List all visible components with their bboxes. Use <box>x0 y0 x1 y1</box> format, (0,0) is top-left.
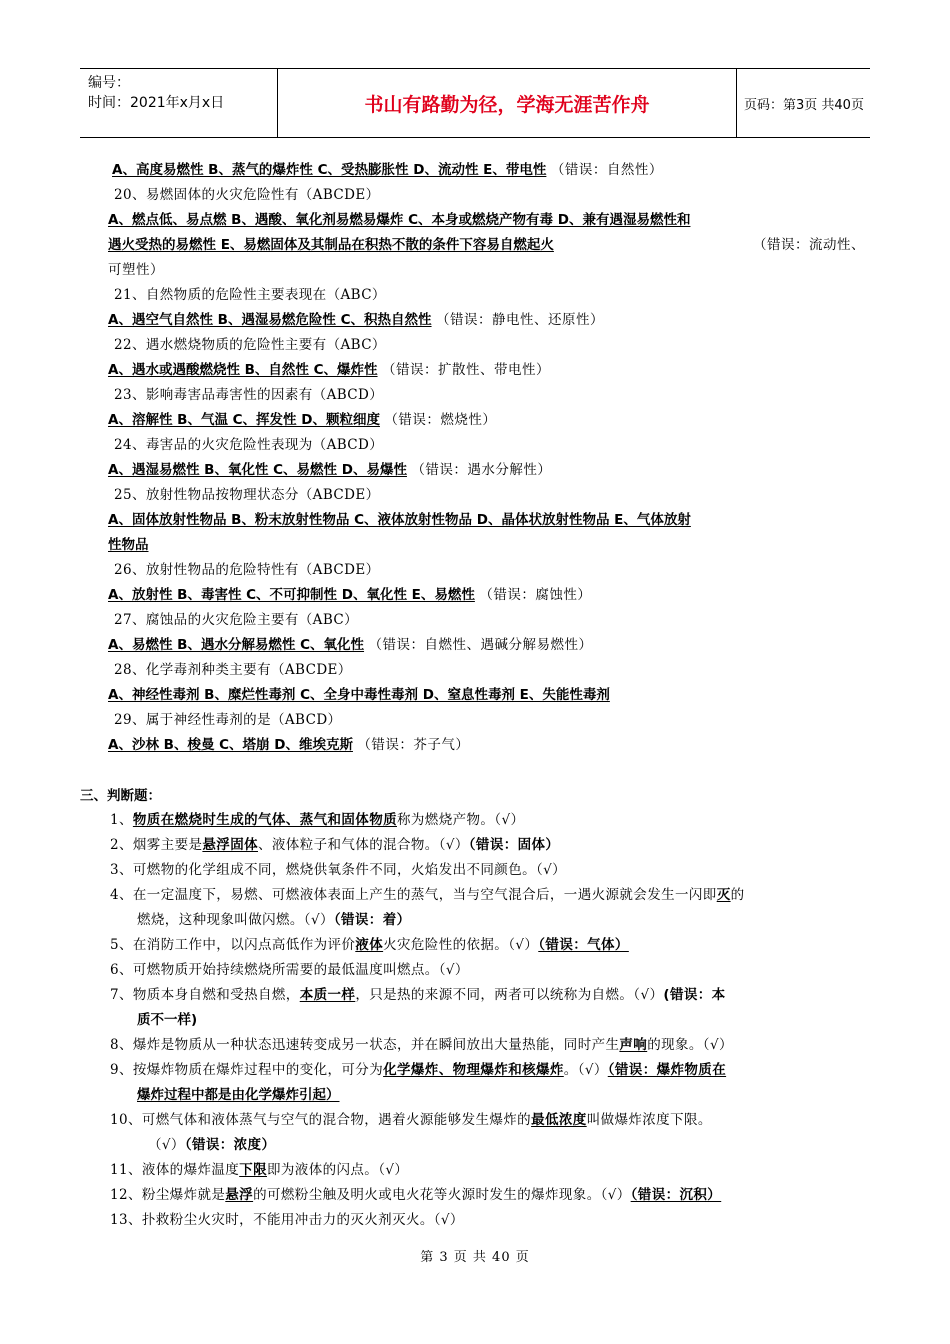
question-20: 20、易燃固体的火灾危险性有（ABCDE） <box>114 187 380 203</box>
judgement-3: 3、可燃物的化学组成不同，燃烧供氧条件不同，火焰发出不同颜色。（√） <box>110 862 567 878</box>
question-27: 27、腐蚀品的火灾危险主要有（ABC） <box>114 612 359 628</box>
answer-line: A、高度易燃性 B、蒸气的爆炸性 C、受热膨胀性 D、流动性 E、带电性 （错误：自然性） <box>112 162 663 178</box>
judgement-1: 1、物质在燃烧时生成的气体、蒸气和固体物质称为燃烧产物。（√） <box>110 812 525 828</box>
judgement-2: 2、烟雾主要是悬浮固体、液体粒子和气体的混合物。（√）（错误：固体） <box>110 837 560 853</box>
answer-line: A、遇水或遇酸燃烧性 B、自然性 C、爆炸性 （错误：扩散性、带电性） <box>108 362 550 378</box>
judgement-4: 4、在一定温度下，易燃、可燃液体表面上产生的蒸气，当与空气混合后，一遇火源就会发生一闪即灭的 <box>110 887 745 903</box>
question-22: 22、遇水燃烧物质的危险性主要有（ABC） <box>114 337 386 353</box>
judgement-10: 10、可燃气体和液体蒸气与空气的混合物，遇着火源能够发生爆炸的最低浓度叫做爆炸浓度下限。 <box>110 1112 712 1128</box>
judgement-9-cont: 爆炸过程中都是由化学爆炸引起） <box>137 1087 340 1103</box>
answer-line: A、溶解性 B、气温 C、挥发性 D、颗粒细度 （错误：燃烧性） <box>108 412 497 428</box>
question-23: 23、影响毒害品毒害性的因素有（ABCD） <box>114 387 384 403</box>
page-footer: 第 3 页 共 40 页 <box>420 1250 530 1265</box>
serial-label: 编号： <box>88 75 130 91</box>
judgement-6: 6、可燃物质开始持续燃烧所需要的最低温度叫燃点。（√） <box>110 962 469 978</box>
answer-line: A、固体放射性物品 B、粉末放射性物品 C、液体放射性物品 D、晶体状放射性物品 E、气体放射 <box>108 512 691 528</box>
judgement-13: 13、扑救粉尘火灾时，不能用冲击力的灭火剂灭火。（√） <box>110 1212 464 1228</box>
question-25: 25、放射性物品按物理状态分（ABCDE） <box>114 487 380 503</box>
judgement-7: 7、物质本身自燃和受热自燃，本质一样，只是热的来源不同，两者可以统称为自燃。（√）(错误：本 <box>110 987 726 1003</box>
error-line: 可塑性） <box>108 262 164 278</box>
answer-line: A、遇湿易燃性 B、氧化性 C、易燃性 D、易爆性 （错误：遇水分解性） <box>108 462 552 478</box>
judgement-9: 9、按爆炸物质在爆炸过程中的变化，可分为化学爆炸、物理爆炸和核爆炸。（√）（错误：爆炸物质在 <box>110 1062 727 1078</box>
header-page-info: 页码：第3页 共40页 <box>744 97 864 113</box>
answer-line: 性物品 <box>108 537 149 553</box>
judgement-5: 5、在消防工作中，以闪点高低作为评价液体火灾危险性的依据。（√）（错误：气体） <box>110 937 629 953</box>
answer-line: A、沙林 B、梭曼 C、塔崩 D、维埃克斯 （错误：芥子气） <box>108 737 470 753</box>
question-26: 26、放射性物品的危险特性有（ABCDE） <box>114 562 380 578</box>
answer-line: A、放射性 B、毒害性 C、不可抑制性 D、氧化性 E、易燃性 （错误：腐蚀性） <box>108 587 592 603</box>
section-title: 三、判断题： <box>80 788 161 804</box>
header-table <box>80 68 870 138</box>
judgement-8: 8、爆炸是物质从一种状态迅速转变成另一状态，并在瞬间放出大量热能，同时产生声响的现象。（√） <box>110 1037 733 1053</box>
judgement-4-cont: 燃烧，这种现象叫做闪燃。（√）（错误：着） <box>137 912 411 928</box>
question-21: 21、自然物质的危险性主要表现在（ABC） <box>114 287 386 303</box>
answer-line: A、燃点低、易点燃 B、遇酸、氧化剂易燃易爆炸 C、本身或燃烧产物有毒 D、兼有遇湿易燃性和 <box>108 212 691 228</box>
header-motto: 书山有路勤为径，学海无涯苦作舟 <box>278 69 737 137</box>
question-28: 28、化学毒剂种类主要有（ABCDE） <box>114 662 352 678</box>
question-29: 29、属于神经性毒剂的是（ABCD） <box>114 712 342 728</box>
answer-line: 遇火受热的易燃性 E、易燃固体及其制品在积热不散的条件下容易自燃起火 （错误：流动性、 <box>108 237 865 253</box>
answer-line: A、神经性毒剂 B、糜烂性毒剂 C、全身中毒性毒剂 D、窒息性毒剂 E、失能性毒剂 <box>108 687 610 703</box>
judgement-7-cont: 质不一样) <box>137 1012 198 1028</box>
answer-line: A、遇空气自然性 B、遇湿易燃危险性 C、积热自然性 （错误：静电性、还原性） <box>108 312 604 328</box>
question-24: 24、毒害品的火灾危险性表现为（ABCD） <box>114 437 384 453</box>
judgement-12: 12、粉尘爆炸就是悬浮的可燃粉尘触及明火或电火花等火源时发生的爆炸现象。（√）（错误：沉积） <box>110 1187 722 1203</box>
judgement-11: 11、液体的爆炸温度下限即为液体的闪点。（√） <box>110 1162 409 1178</box>
date-label: 时间：2021年x月x日 <box>88 95 225 111</box>
header-meta <box>80 69 278 137</box>
answer-line: A、易燃性 B、遇水分解易燃性 C、氧化性 （错误：自燃性、遇碱分解易燃性） <box>108 637 593 653</box>
judgement-10-cont: （√）（错误：浓度） <box>148 1137 276 1153</box>
